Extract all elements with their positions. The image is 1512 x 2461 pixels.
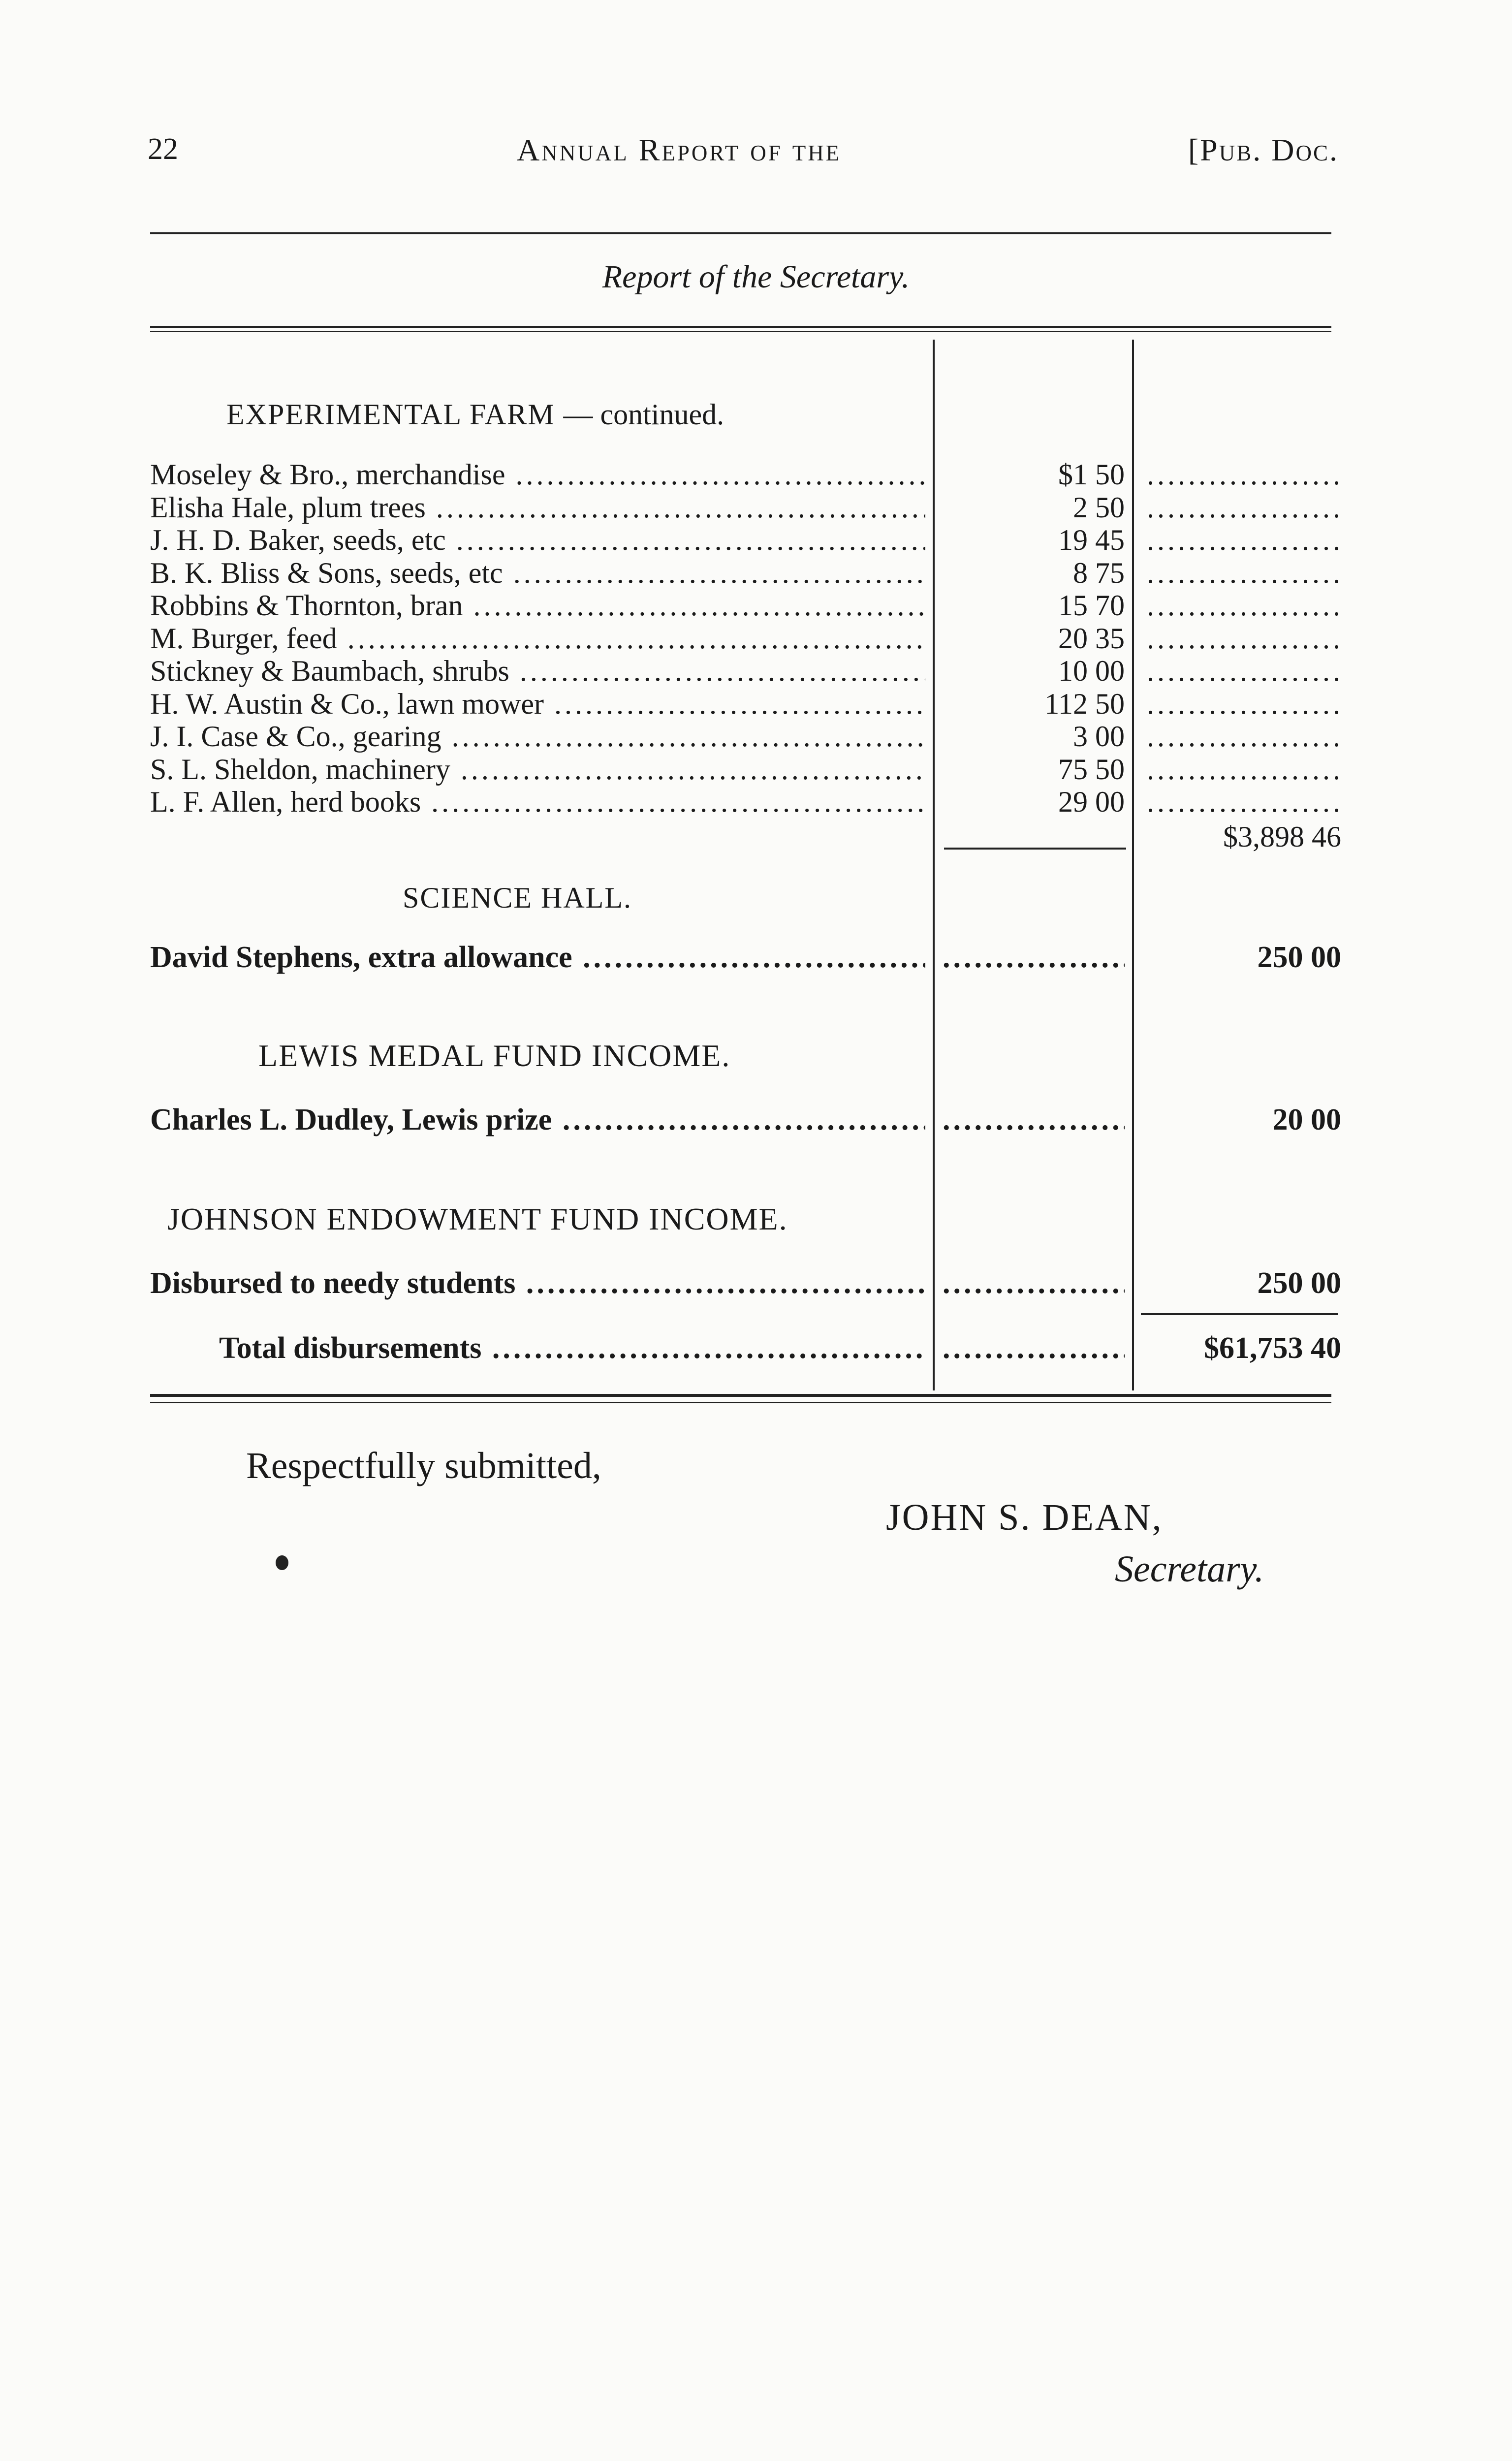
- ledger-row-label: L. F. Allen, herd books .....: [150, 785, 925, 819]
- ledger-row-amount: 19 45: [1058, 524, 1125, 556]
- dot-leader: [1147, 785, 1341, 819]
- ledger-row-label: Elisha Hale, plum trees .....: [150, 491, 925, 525]
- ledger-row-amount: 10 00: [1058, 655, 1125, 687]
- ledger-row: [150, 720, 1341, 751]
- ledger-row-label: Moseley & Bro., merchandise .....: [150, 458, 925, 492]
- grand-total-value: $61,753 40: [1204, 1331, 1341, 1365]
- ledger-row-label: B. K. Bliss & Sons, seeds, etc .....: [150, 556, 925, 590]
- section-heading-text: EXPERIMENTAL FARM: [226, 398, 555, 431]
- table-top-rule-2: [150, 331, 1331, 332]
- dot-leader: [1147, 720, 1341, 754]
- signer-name: JOHN S. DEAN,: [886, 1497, 1163, 1538]
- row-total: 250 00: [1257, 941, 1341, 974]
- ledger-row-amount: 112 50: [1044, 687, 1125, 720]
- ledger-row: [150, 785, 1341, 817]
- dot-leader: [1147, 491, 1341, 525]
- ledger-row-amount: 8 75: [1073, 556, 1125, 589]
- dot-leader: [1147, 622, 1341, 656]
- grand-total-label: Total disbursements .....: [219, 1331, 925, 1366]
- ledger-row: [150, 589, 1341, 620]
- ledger-row-label: J. H. D. Baker, seeds, etc .....: [150, 523, 925, 557]
- experimental-farm-subtotal-row: [150, 820, 1341, 852]
- science-hall-row: [150, 940, 1341, 979]
- row-label: Charles L. Dudley, Lewis prize .....: [150, 1103, 925, 1137]
- dot-leader: [1147, 589, 1341, 623]
- ledger-row-label: M. Burger, feed .....: [150, 622, 925, 656]
- ledger-row: [150, 458, 1341, 489]
- ledger-row-label: J. I. Case & Co., gearing .....: [150, 720, 925, 754]
- ledger-row-label: S. L. Sheldon, machinery .....: [150, 753, 925, 787]
- section-heading-continued: — continued.: [563, 398, 724, 431]
- ledger-row-amount: 20 35: [1058, 622, 1125, 655]
- dot-leader: [1147, 556, 1341, 590]
- dot-leader: [1147, 458, 1341, 492]
- report-subtitle: Report of the Secretary.: [602, 259, 910, 295]
- lewis-medal-row: [150, 1103, 1341, 1142]
- running-head: [148, 132, 1339, 176]
- dot-leader: [943, 1266, 1125, 1301]
- ledger-row-amount: 75 50: [1058, 753, 1125, 786]
- section-heading-science-hall: SCIENCE HALL.: [403, 882, 632, 914]
- grand-total-rule: [1141, 1313, 1338, 1315]
- ledger-row-label: Stickney & Baumbach, shrubs .....: [150, 654, 925, 688]
- table-bottom-rule: [150, 1394, 1331, 1397]
- experimental-farm-subtotal: $3,898 46: [1223, 820, 1341, 853]
- ledger-row-amount: 15 70: [1058, 589, 1125, 622]
- johnson-endowment-row: [150, 1266, 1341, 1305]
- ledger-row-amount: 2 50: [1073, 491, 1125, 524]
- ledger-row: [150, 654, 1341, 686]
- ledger-row: [150, 556, 1341, 588]
- ledger-row-amount: 3 00: [1073, 720, 1125, 753]
- bullet-mark: [276, 1555, 288, 1570]
- running-head-right: [Pub. Doc.: [1188, 132, 1339, 167]
- section-heading-johnson-endowment: JOHNSON ENDOWMENT FUND INCOME.: [167, 1201, 788, 1236]
- running-head-title: Annual Report of the: [517, 132, 842, 167]
- row-label: David Stephens, extra allowance .....: [150, 940, 925, 975]
- closing-phrase: Respectfully submitted,: [246, 1445, 601, 1486]
- dot-leader: [943, 1103, 1125, 1137]
- header-rule: [150, 232, 1331, 234]
- signer-title: Secretary.: [1115, 1548, 1264, 1590]
- table-bottom-rule-2: [150, 1402, 1331, 1403]
- ledger-row-amount: $1 50: [1058, 458, 1125, 491]
- dot-leader: [1147, 687, 1341, 721]
- section-heading-lewis-medal: LEWIS MEDAL FUND INCOME.: [258, 1038, 731, 1073]
- row-total: 20 00: [1272, 1103, 1341, 1136]
- ledger-row: [150, 687, 1341, 719]
- ledger-row: [150, 491, 1341, 522]
- ledger-row-label: H. W. Austin & Co., lawn mower .....: [150, 687, 925, 721]
- dot-leader: [1147, 753, 1341, 787]
- dot-leader: [1147, 523, 1341, 557]
- row-label: Disbursed to needy students .....: [150, 1266, 925, 1301]
- dot-leader: [943, 940, 1125, 975]
- ledger-row: [150, 622, 1341, 653]
- grand-total-row: [150, 1331, 1341, 1370]
- section-heading-experimental-farm: [226, 398, 724, 432]
- page-number: 22: [148, 132, 178, 166]
- row-total: 250 00: [1257, 1266, 1341, 1300]
- dot-leader: [1147, 654, 1341, 688]
- ledger-row-amount: 29 00: [1058, 786, 1125, 818]
- ledger-row: [150, 753, 1341, 784]
- ledger-row-label: Robbins & Thornton, bran .....: [150, 589, 925, 623]
- dot-leader: [943, 1331, 1125, 1366]
- table-top-rule: [150, 326, 1331, 328]
- ledger-row: [150, 523, 1341, 555]
